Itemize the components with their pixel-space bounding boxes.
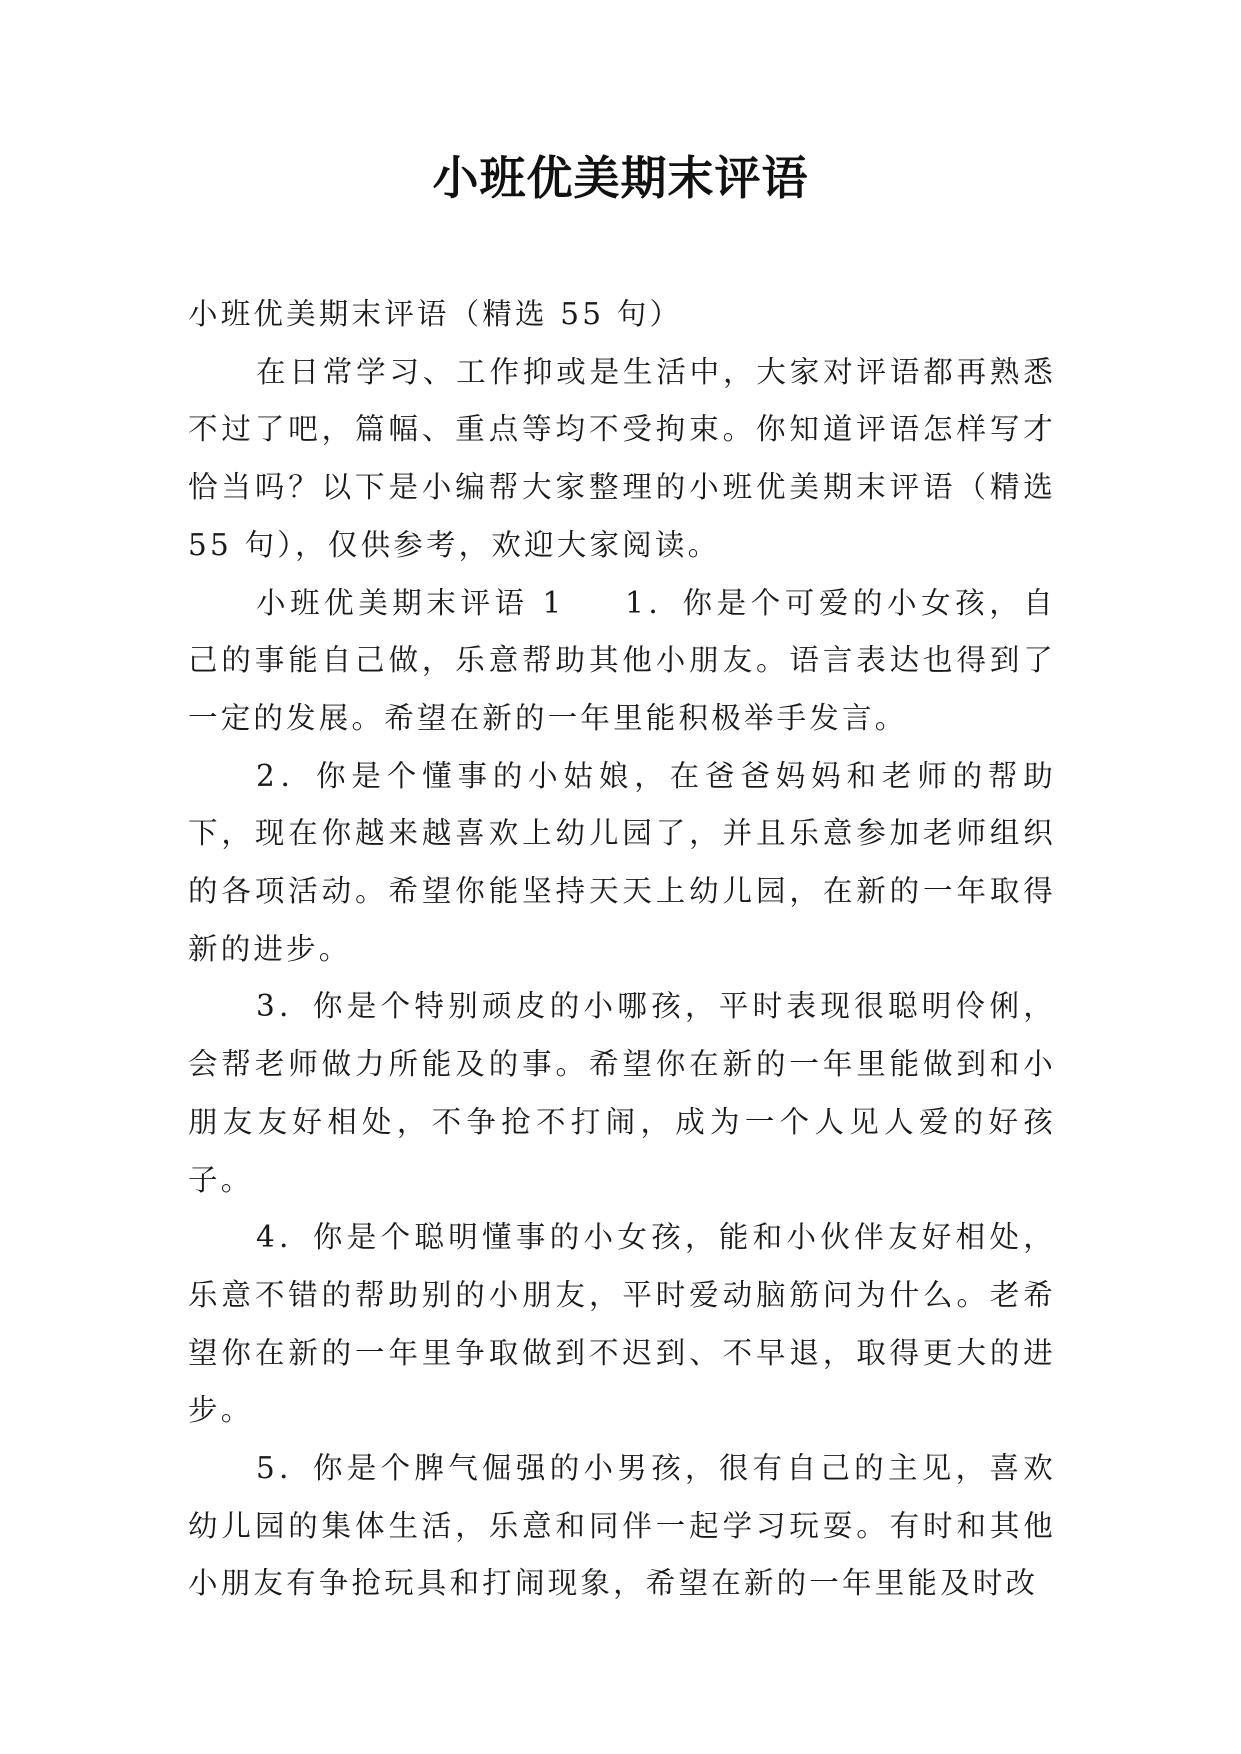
subtitle-paragraph: 小班优美期末评语（精选 55 句）	[188, 297, 683, 331]
comment-item-5: 5．你是个脾气倔强的小男孩，很有自己的主见，喜欢幼儿园的集体生活，乐意和同伴一起学习玩耍。有时和其他小朋友有争抢玩具和打闹现象，希望在新的一年里能及时改	[188, 1451, 1056, 1601]
comment-item-3: 3．你是个特别顽皮的小哪孩，平时表现很聪明伶俐，会帮老师做力所能及的事。希望你在新的一年里能做到和小朋友友好相处，不争抢不打闹，成为一个人见人爱的好孩子。	[188, 989, 1056, 1197]
comment-item-1: 1．你是个可爱的小女孩，自己的事能自己做，乐意帮助其他小朋友。语言表达也得到了一定的发展。希望在新的一年里能积极举手发言。	[188, 585, 1056, 735]
section-heading: 小班优美期末评语 1	[256, 585, 565, 620]
intro-paragraph: 在日常学习、工作抑或是生活中，大家对评语都再熟悉不过了吧，篇幅、重点等均不受拘束。你知道评语怎样写才恰当吗？以下是小编帮大家整理的小班优美期末评语（精选 55 句），仅供参考，欢迎大家阅读。	[188, 354, 1056, 562]
comment-item-2: 2．你是个懂事的小姑娘，在爸爸妈妈和老师的帮助下，现在你越来越喜欢上幼儿园了，并且乐意参加老师组织的各项活动。希望你能坚持天天上幼儿园，在新的一年取得新的进步。	[188, 758, 1056, 966]
document-title: 小班优美期末评语	[432, 151, 809, 205]
section-paragraph	[188, 575, 1056, 748]
document-body	[188, 286, 1056, 1613]
comment-item-4: 4．你是个聪明懂事的小女孩，能和小伙伴友好相处，乐意不错的帮助别的小朋友，平时爱动脑筋问为什么。老希望你在新的一年里争取做到不迟到、不早退，取得更大的进步。	[188, 1220, 1056, 1428]
